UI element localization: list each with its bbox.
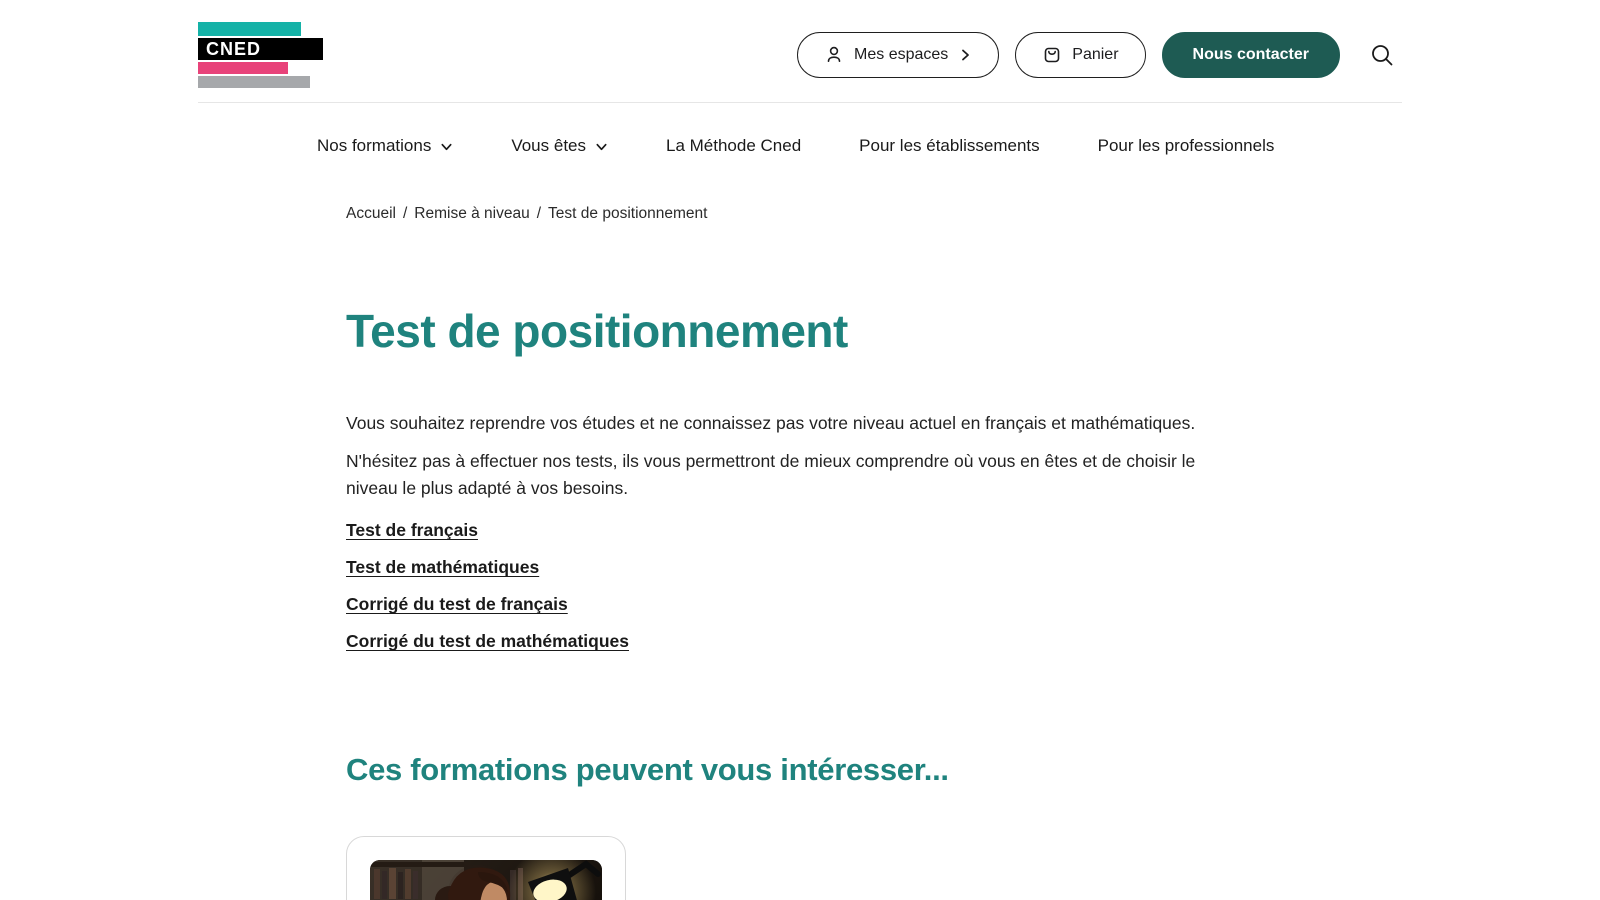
page-title: Test de positionnement (346, 305, 848, 357)
nous-contacter-label: Nous contacter (1192, 46, 1309, 63)
nav-label: Vous êtes (511, 136, 586, 155)
logo-bar-black (198, 38, 323, 60)
logo-text: CNED (206, 39, 262, 59)
nav-label: La Méthode Cned (666, 136, 802, 155)
search-icon (1369, 42, 1395, 68)
shopping-bag-icon (1042, 45, 1062, 65)
formation-card[interactable] (346, 836, 626, 900)
chevron-down-icon (595, 140, 608, 153)
site-header (0, 0, 1600, 103)
panier-button[interactable] (1015, 32, 1145, 78)
nav-item-la-methode-cned[interactable] (666, 136, 801, 156)
nav-item-pour-les-etablissements[interactable] (859, 136, 1039, 156)
nav-item-pour-les-professionnels[interactable] (1098, 136, 1275, 156)
chevron-down-icon (440, 140, 453, 153)
nous-contacter-button[interactable] (1162, 32, 1340, 78)
test-links (346, 520, 1216, 652)
link-test-de-mathematiques[interactable]: Test de mathématiques (346, 557, 540, 578)
main-nav (198, 103, 1402, 188)
breadcrumb-separator: / (402, 205, 408, 222)
breadcrumb-remise-a-niveau[interactable]: Remise à niveau (414, 205, 530, 222)
nav-label: Pour les professionnels (1097, 136, 1275, 155)
breadcrumb-current: Test de positionnement (548, 205, 708, 222)
formation-card-image woman-studying-lamp-photo (370, 860, 602, 900)
logo-bar-teal (198, 22, 301, 36)
link-corrige-test-de-mathematiques[interactable]: Corrigé du test de mathématiques (346, 631, 629, 652)
link-test-de-francais[interactable]: Test de français (346, 520, 478, 541)
mes-espaces-label: Mes espaces (854, 46, 949, 63)
nav-item-nos-formations[interactable] (317, 136, 453, 156)
link-corrige-test-de-francais[interactable]: Corrigé du test de français (346, 594, 568, 615)
breadcrumb-accueil[interactable]: Accueil (346, 205, 396, 222)
mes-espaces-button[interactable] (797, 32, 999, 78)
breadcrumb (346, 205, 1216, 223)
nav-label: Pour les établissements (859, 136, 1040, 155)
nav-item-vous-etes[interactable] (511, 136, 608, 156)
intro-paragraph-2: N'hésitez pas à effectuer nos tests, ils vous permettront de mieux comprendre où vous en êtes et de choisir le niveau le plus adapté à vos besoins. (346, 451, 1196, 499)
main-content (346, 205, 1216, 900)
user-icon (824, 45, 844, 65)
chevron-right-icon (958, 48, 972, 62)
logo-bar-pink (198, 62, 288, 74)
section-title: Ces formations peuvent vous intéresser... (346, 752, 949, 788)
logo-bar-gray (198, 76, 310, 88)
breadcrumb-separator: / (536, 205, 542, 222)
panier-label: Panier (1072, 46, 1119, 63)
intro-text (346, 410, 1216, 502)
search-button[interactable] (1362, 35, 1402, 75)
cned-logo[interactable] (198, 22, 323, 88)
header-actions (797, 32, 1402, 78)
nav-label: Nos formations (317, 136, 432, 155)
intro-paragraph-1: Vous souhaitez reprendre vos études et ne connaissez pas votre niveau actuel en français et mathématiques. (346, 412, 1196, 433)
